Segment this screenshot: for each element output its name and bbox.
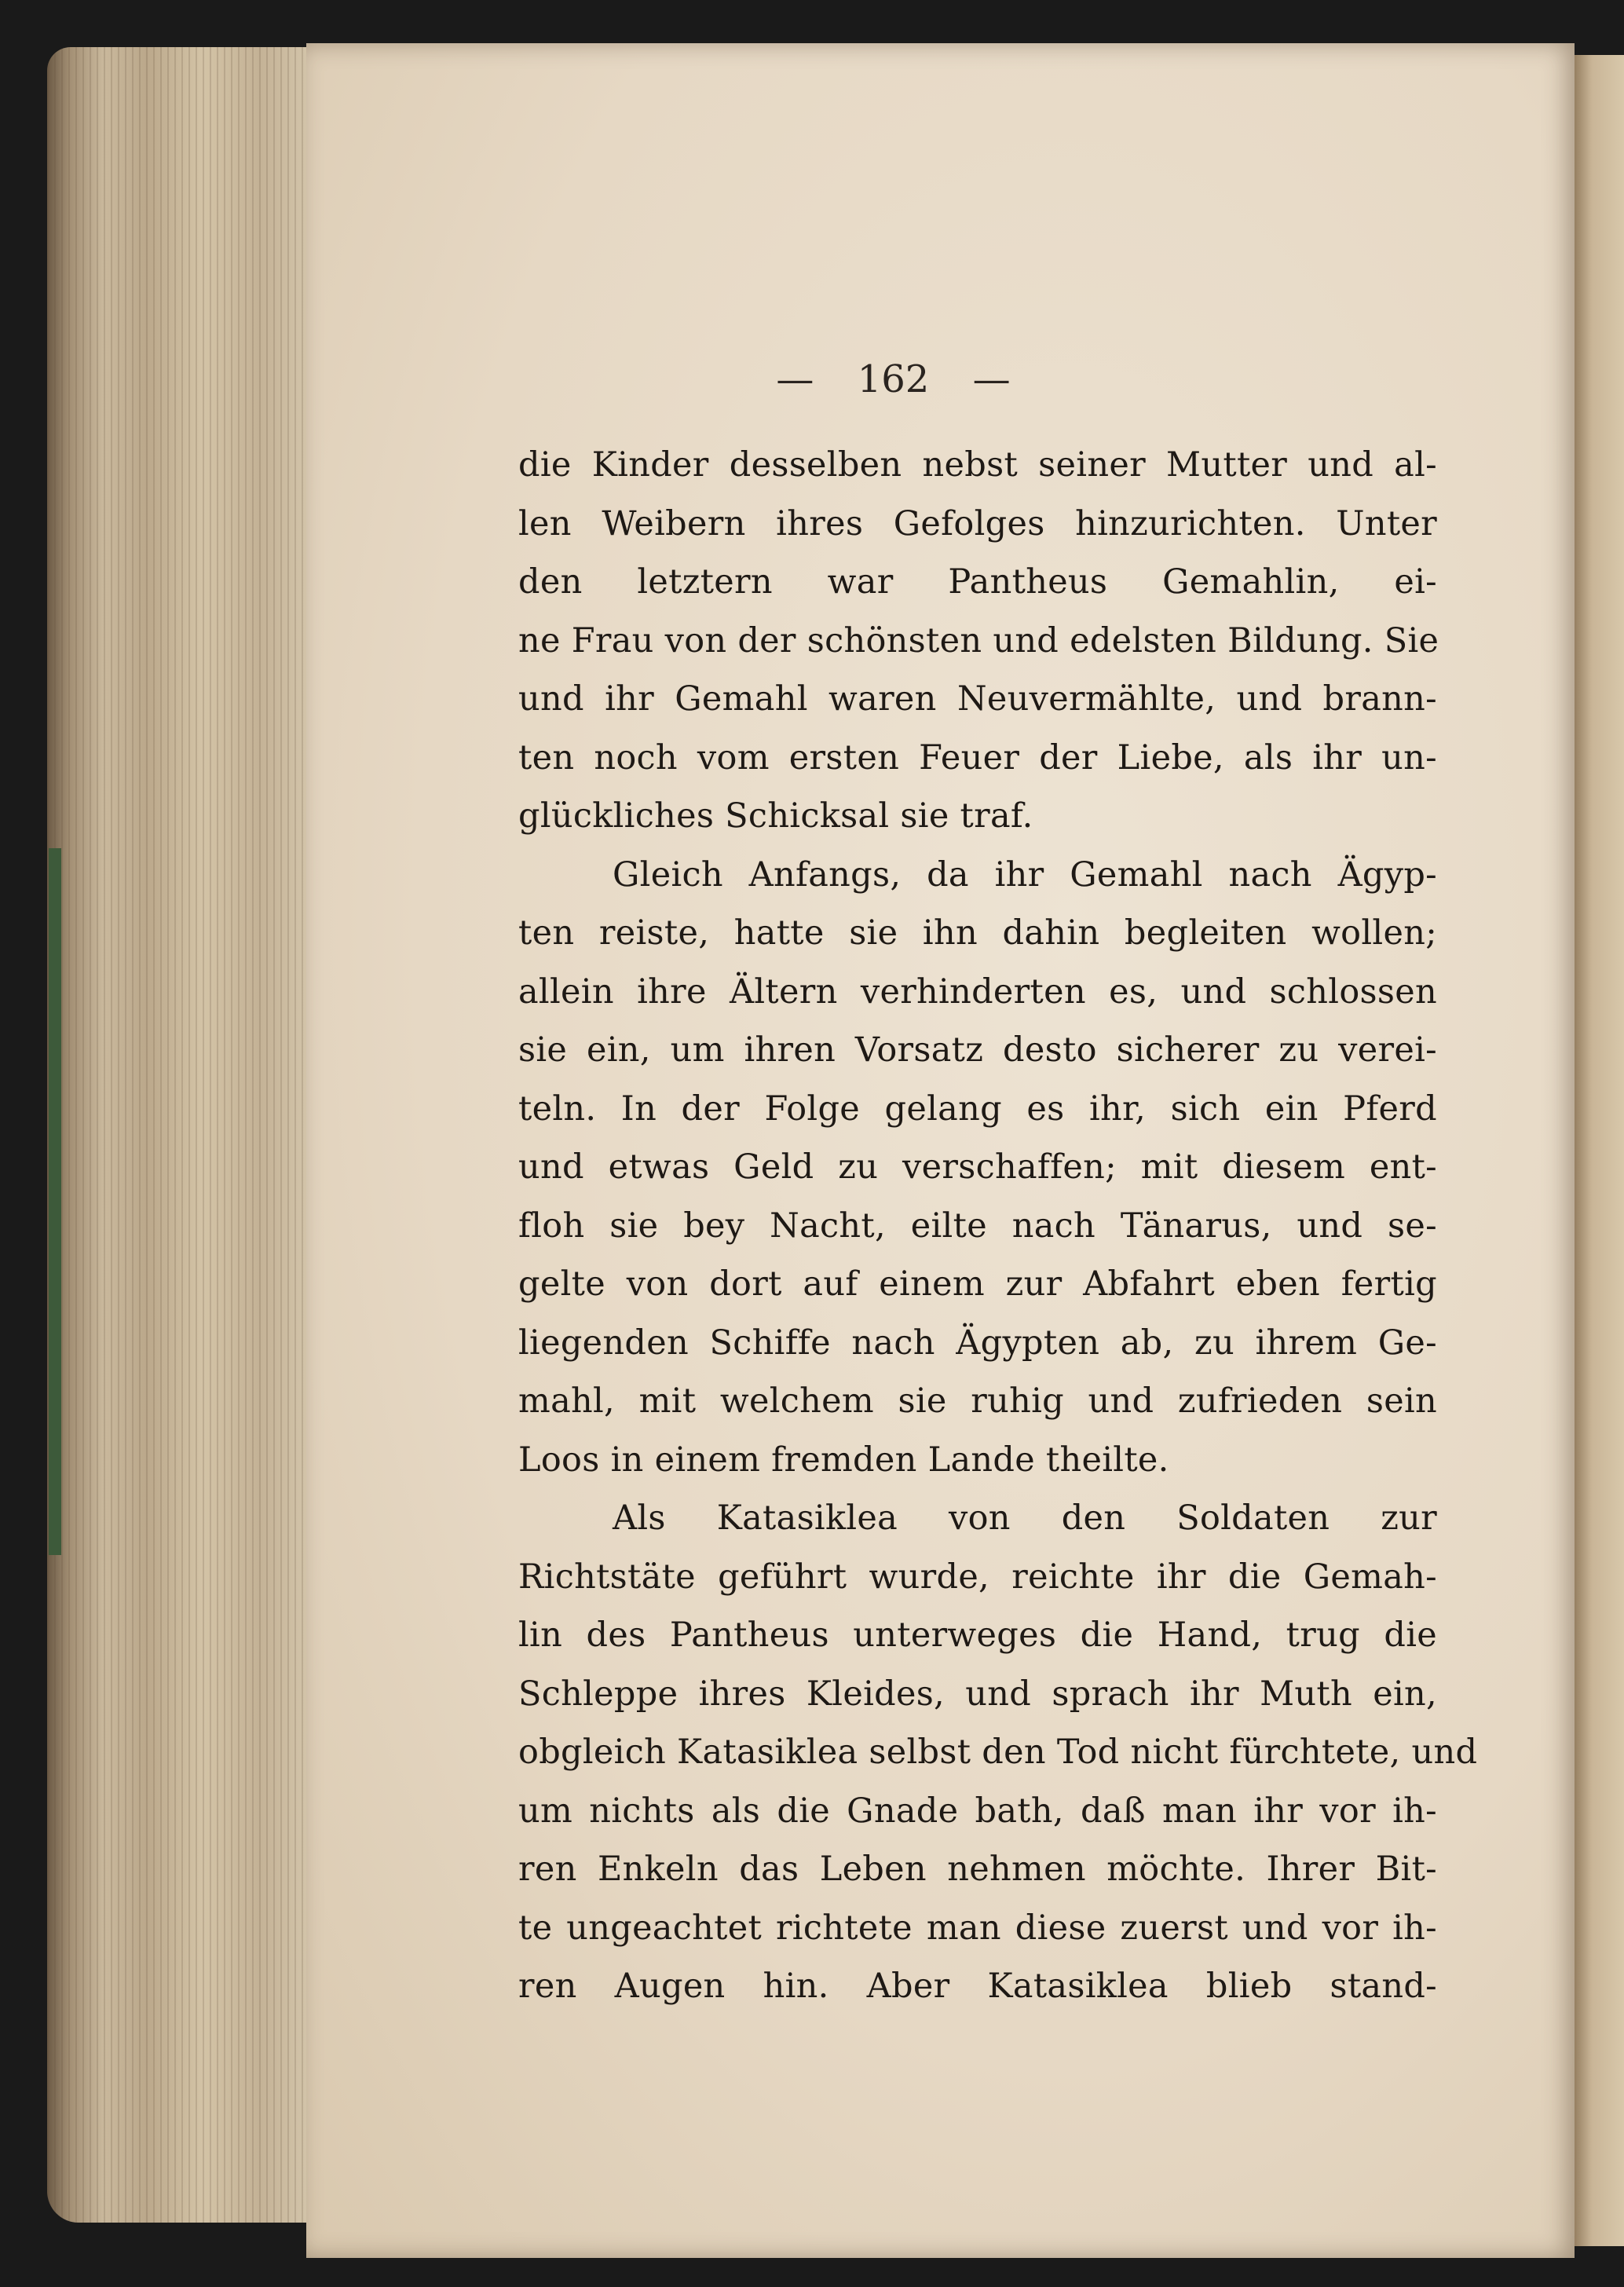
text-line: den letztern war Pantheus Gemahlin, ei- (518, 562, 1437, 602)
book-page (306, 43, 1575, 2258)
header-dash-right: — (972, 357, 1011, 401)
text-line: Richtstäte geführt wurde, reichte ihr die Gemah- (518, 1557, 1437, 1597)
text-line: um nichts als die Gnade bath, daß man ihr vor ih- (518, 1791, 1437, 1831)
text-line: ren Enkeln das Leben nehmen möchte. Ihrer Bit- (518, 1850, 1437, 1889)
text-line: Gleich Anfangs, da ihr Gemahl nach Ägyp- (613, 854, 1437, 895)
body-text (518, 436, 1478, 2016)
facing-page-edge (1571, 55, 1624, 2246)
text-line: ten noch vom ersten Feuer der Liebe, als ihr un- (518, 737, 1437, 778)
text-line: lin des Pantheus unterweges die Hand, trug die (518, 1616, 1437, 1655)
page-number: 162 (857, 357, 930, 401)
text-line: teln. In der Folge gelang es ihr, sich ein Pferd (518, 1089, 1437, 1129)
text-line: und etwas Geld zu verschaffen; mit diesem ent- (518, 1147, 1437, 1187)
text-line: gelte von dort auf einem zur Abfahrt eben fertig (518, 1264, 1437, 1304)
cover-binding-strip (49, 848, 61, 1555)
text-line: sie ein, um ihren Vorsatz desto sicherer zu verei- (518, 1030, 1437, 1070)
text-line: Loos in einem fremden Lande theilte. (518, 1440, 1169, 1480)
text-line: glückliches Schicksal sie traf. (518, 796, 1033, 836)
text-line: Schleppe ihres Kleides, und sprach ihr Muth ein, (518, 1674, 1437, 1714)
text-line: len Weibern ihres Gefolges hinzurichten. Unter (518, 503, 1437, 543)
text-line: ten reiste, hatte sie ihn dahin begleiten wollen; (518, 913, 1437, 953)
text-line: Als Katasiklea von den Soldaten zur (613, 1498, 1437, 1538)
header-dash-left: — (776, 357, 814, 401)
text-line: ne Frau von der schönsten und edelsten Bildung. Sie (518, 620, 1439, 660)
text-line: te ungeachtet richtete man diese zuerst und vor ih- (518, 1908, 1437, 1948)
text-line: liegenden Schiffe nach Ägypten ab, zu ihrem Ge- (518, 1323, 1437, 1363)
text-line: ren Augen hin. Aber Katasiklea blieb stand- (518, 1967, 1437, 2006)
page-header (306, 357, 1575, 401)
book-page-edges (47, 47, 330, 2223)
text-line: allein ihre Ältern verhinderten es, und schlossen (518, 972, 1437, 1012)
text-line: und ihr Gemahl waren Neuvermählte, und brann- (518, 679, 1437, 719)
text-line: floh sie bey Nacht, eilte nach Tänarus, und se- (518, 1206, 1437, 1246)
text-line: die Kinder desselben nebst seiner Mutter und al- (518, 445, 1437, 485)
text-line: mahl, mit welchem sie ruhig und zufrieden sein (518, 1381, 1437, 1421)
text-line: obgleich Katasiklea selbst den Tod nicht fürchtete, und (518, 1733, 1478, 1772)
